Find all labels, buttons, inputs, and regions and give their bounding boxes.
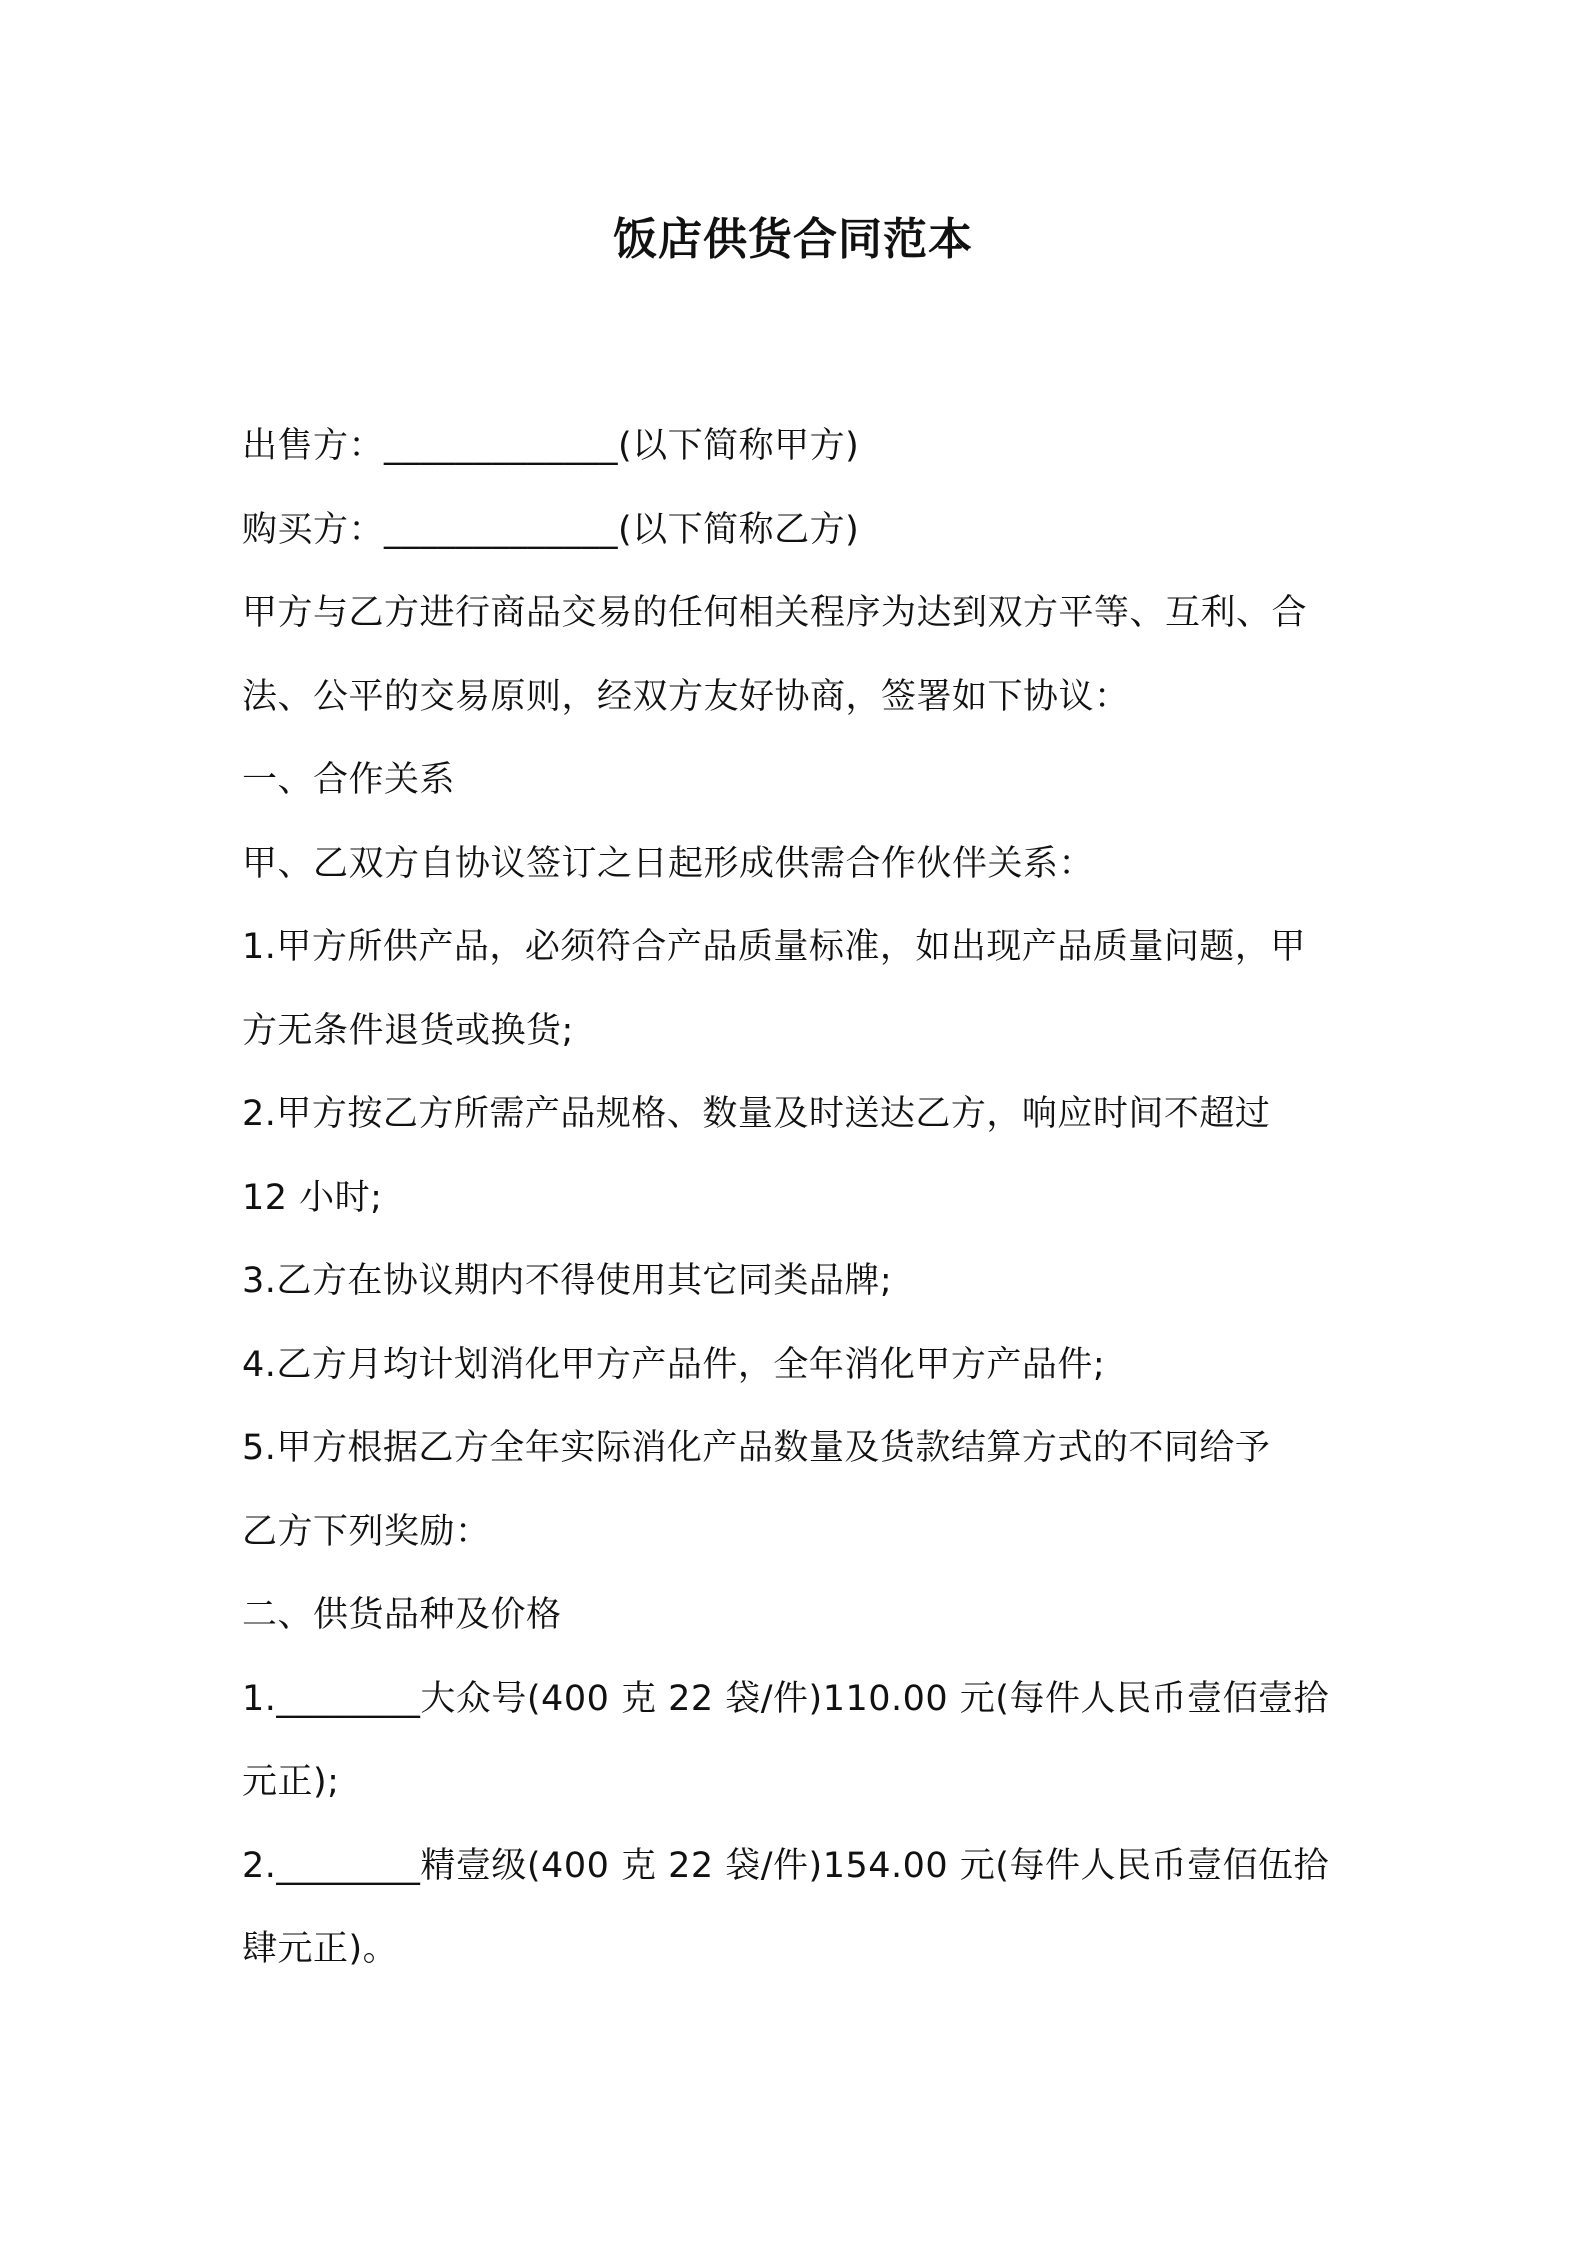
- clause-line: 4.乙方月均计划消化甲方产品件，全年消化甲方产品件;: [242, 1344, 1106, 1385]
- section-heading: 二、供货品种及价格: [242, 1595, 562, 1635]
- clause-line: 5.甲方根据乙方全年实际消化产品数量及货款结算方式的不同给予: [242, 1428, 1271, 1468]
- buyer-line: 购买方：_____________(以下简称乙方): [242, 509, 860, 550]
- price-line: 元正);: [242, 1762, 340, 1802]
- clause-line: 方无条件退货或换货;: [242, 1010, 574, 1051]
- clause-line: 2.甲方按乙方所需产品规格、数量及时送达乙方，响应时间不超过: [242, 1094, 1271, 1134]
- paragraph-line: 法、公平的交易原则，经双方友好协商，签署如下协议：: [242, 676, 1130, 717]
- document-title: 饭店供货合同范本: [613, 214, 973, 265]
- document-body: [242, 405, 1362, 1992]
- clause-line: 3.乙方在协议期内不得使用其它同类品牌;: [242, 1261, 893, 1301]
- clause-line: 12 小时;: [242, 1177, 383, 1218]
- seller-line: 出售方：_____________(以下简称甲方): [242, 426, 860, 466]
- section-heading: 一、合作关系: [242, 760, 456, 800]
- paragraph-line: 甲、乙双方自协议签订之日起形成供需合作伙伴关系：: [242, 843, 1095, 884]
- price-line: 1.________大众号(400 克 22 袋/件)110.00 元(每件人民币壹佰壹拾: [242, 1678, 1329, 1719]
- paragraph-line: 甲方与乙方进行商品交易的任何相关程序为达到双方平等、互利、合: [242, 593, 1308, 633]
- clause-line: 1.甲方所供产品，必须符合产品质量标准，如出现产品质量问题，甲: [242, 927, 1306, 967]
- price-line: 2.________精壹级(400 克 22 袋/件)154.00 元(每件人民币壹佰伍拾: [242, 1845, 1329, 1886]
- price-line: 肆元正)。: [242, 1929, 399, 1969]
- clause-line: 乙方下列奖励：: [242, 1511, 491, 1552]
